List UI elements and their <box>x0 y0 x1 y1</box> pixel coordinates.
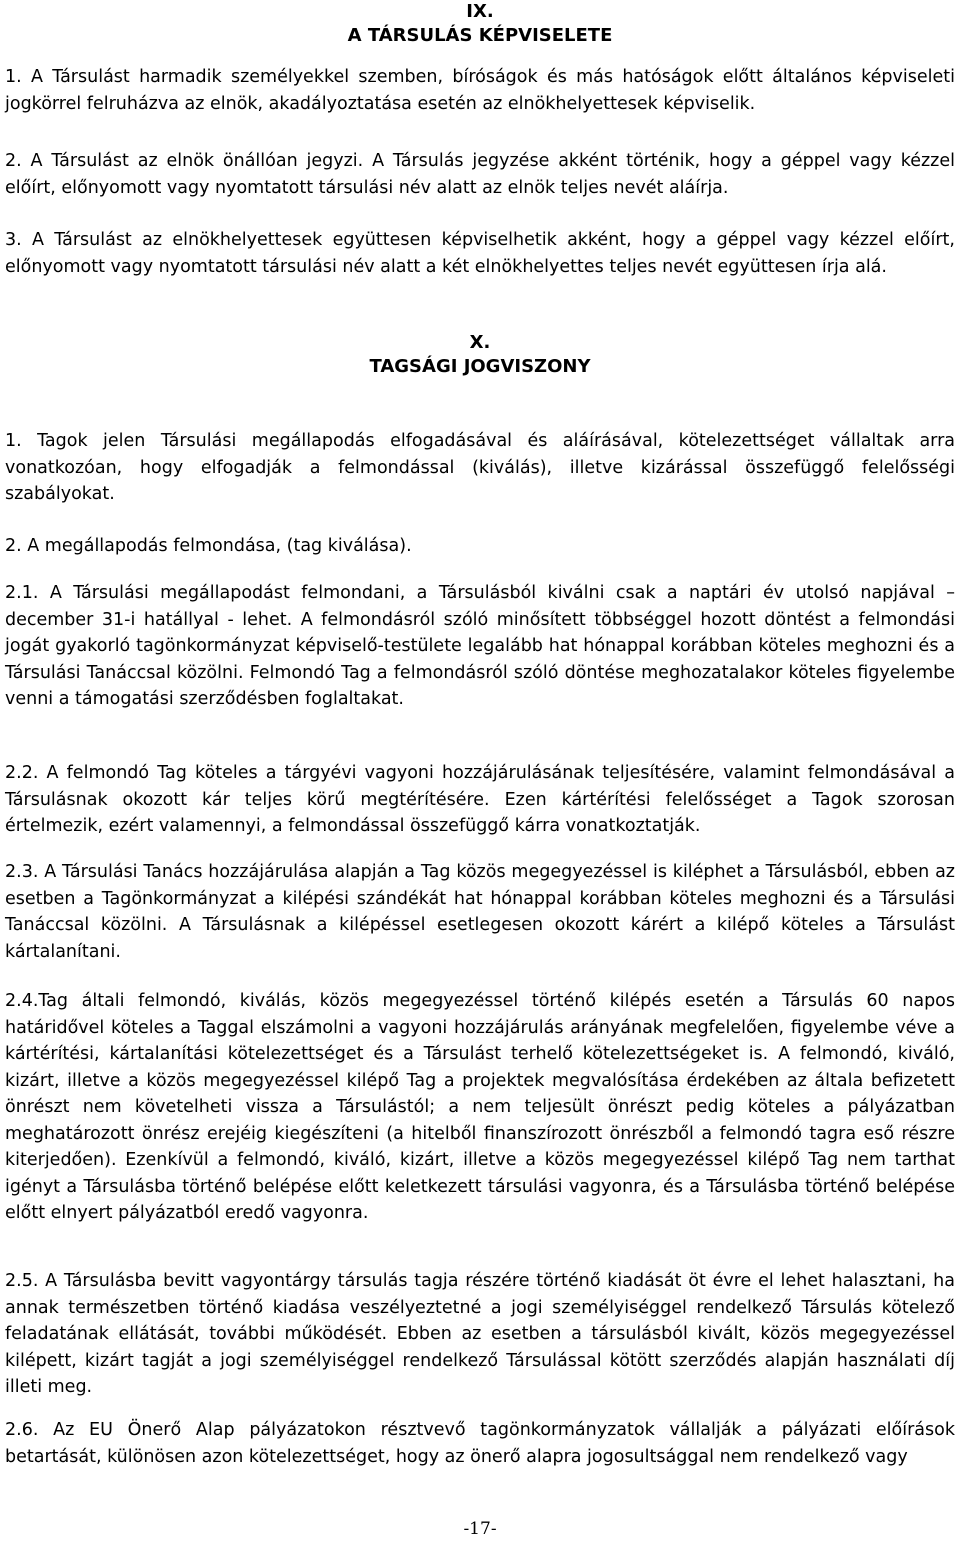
section-ix-paragraph-3: 3. A Társulást az elnökhelyettesek együttesen képviselhetik akként, hogy a géppel vagy kézzel előírt, előnyomott vagy nyomtatott társulási név alatt a két elnökhelyettes teljes nevét együttesen írja alá. <box>5 230 955 277</box>
section-x-paragraph-2-6: 2.6. Az EU Önerő Alap pályázatokon résztvevő tagönkormányzatok vállalják a pályázati előírások betartását, különösen azon kötelezettséget, hogy az önerő alapra jogosultsággal nem rendelkező vagy <box>5 1420 955 1467</box>
section-x-paragraph-2-4: 2.4.Tag általi felmondó, kiválás, közös megegyezéssel történő kilépés esetén a Társulás 60 napos határidővel köteles a Taggal elszámolni a vagyoni hozzájárulás arányának megfelelően, figyelembe véve a kártérítési, kártalanítási kötelezettséget és a Társulást terhelő kötelezettségeket is. A felmondó, kiváló, kizárt, illetve a közös megegyezéssel kilépő Tag a projektek megvalósítása érdekében az általa befizetett önrészt nem követelheti vissza a Társulástól; a nem teljesült önrészt pedig köteles a pályázatban meghatározott önrész erejéig kiegészíteni (a hitelből finanszírozott önrészből a felmondó tagra eső részre kiterjedően). Ezenkívül a felmondó, kiváló, kizárt, illetve a közös megegyezéssel kilépő Tag nem tarthat igényt a Társulásba történő belépése előtt keletkezett társulási vagyonra, és a Társulásba történő belépése előtt elnyert pályázatból eredő vagyonra. <box>5 991 955 1223</box>
section-x-paragraph-2-2: 2.2. A felmondó Tag köteles a tárgyévi vagyoni hozzájárulásának teljesítésére, valamint felmondásával a Társulásnak okozott kár teljes körű megtérítésére. Ezen kártérítési felelősséget a Tagok szorosan értelmezik, ezért valamennyi, a felmondással összefüggő kárra vonatkoztatják. <box>5 763 955 836</box>
section-x-paragraph-1: 1. Tagok jelen Társulási megállapodás elfogadásával és aláírásával, kötelezettséget vállaltak arra vonatkozóan, hogy elfogadják a felmondással (kiválás), illetve kizárással összefüggő felelősségi szabályokat. <box>5 431 955 504</box>
section-ix-paragraph-1: 1. A Társulást harmadik személyekkel szemben, bíróságok és más hatóságok előtt általános képviseleti jogkörrel felruházva az elnök, akadályoztatása esetén az elnökhelyettesek képviselik. <box>5 67 955 114</box>
section-x-paragraph-2-3: 2.3. A Társulási Tanács hozzájárulása alapján a Tag közös megegyezéssel is kiléphet a Társulásból, ebben az esetben a Tagönkormányzat a kilépési szándékát hat hónappal korábban köteles meghozni és a Társulási Tanáccsal közölni. A Társulásnak a kilépéssel esetlegesen okozott kárért a kilépő köteles a Társulást kártalanítani. <box>5 862 955 962</box>
section-ix-paragraph-2: 2. A Társulást az elnök önállóan jegyzi. A Társulás jegyzése akként történik, hogy a géppel vagy kézzel előírt, előnyomott vagy nyomtatott társulási név alatt az elnök teljes nevét aláírja. <box>5 151 955 198</box>
section-x-paragraph-2-5: 2.5. A Társulásba bevitt vagyontárgy társulás tagja részére történő kiadását öt évre el lehet halasztani, ha annak természetben történő kiadása veszélyeztetné a jogi személyiséggel rendelkező Társulás kötelező feladatának ellátását, további működését. Ebben az esetben a társulásból kivált, közös megegyezéssel kilépett, kizárt tagját a jogi személyiséggel rendelkező Társulással kötött szerződés alapján használati díj illeti meg. <box>5 1271 955 1397</box>
section-ix-title: A TÁRSULÁS KÉPVISELETE <box>347 25 613 46</box>
section-x-paragraph-2: 2. A megállapodás felmondása, (tag kiválása). <box>5 536 412 556</box>
section-x-title: TAGSÁGI JOGVISZONY <box>369 356 591 377</box>
section-x-number: X. <box>469 332 491 353</box>
section-ix-number: IX. <box>466 1 494 22</box>
section-x-paragraph-2-1: 2.1. A Társulási megállapodást felmondani, a Társulásból kiválni csak a naptári év utolsó napjával – december 31-i hatállyal - lehet. A felmondásról szóló minősített többséggel hozott döntést a felmondási jogát gyakorló tagönkormányzat képviselő-testülete legalább hat hónappal korábban köteles meghozni és a Társulási Tanáccsal közölni. Felmondó Tag a felmondásról szóló döntése meghozatalakor köteles figyelembe venni a támogatási szerződésben foglaltakat. <box>5 583 955 709</box>
page-number: -17- <box>463 1519 497 1539</box>
